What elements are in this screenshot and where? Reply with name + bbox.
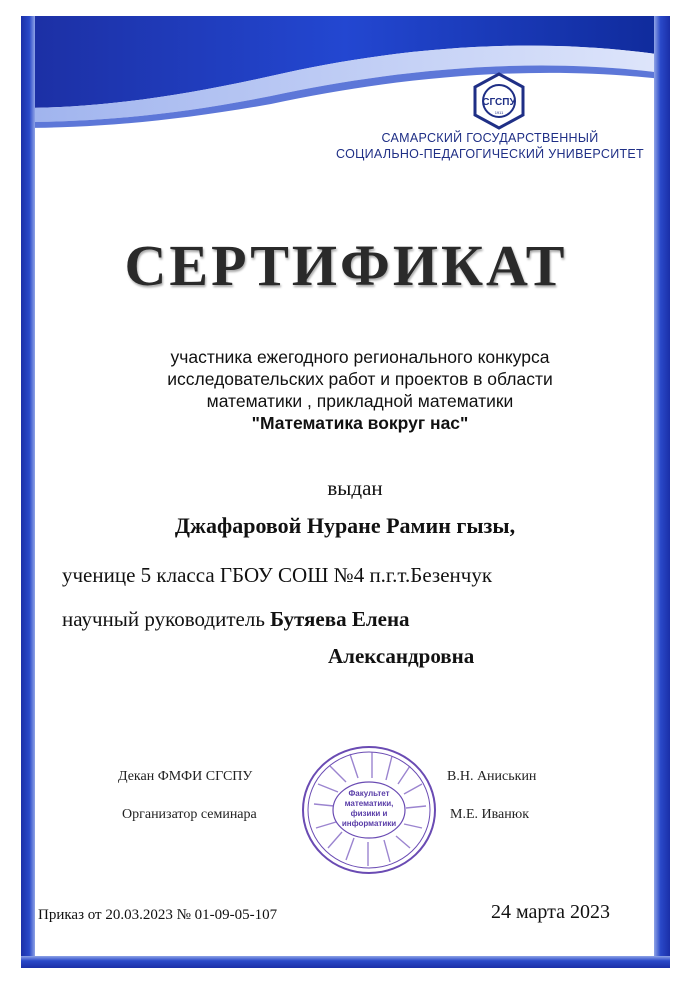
logo-abbrev: СГСПУ	[482, 97, 516, 108]
recipient-school: ученице 5 класса ГБОУ СОШ №4 п.г.т.Безенчук	[62, 563, 493, 587]
description-line1: участника ежегодного регионального конкурса	[170, 347, 550, 367]
organizer-name: М.Е. Иванюк	[450, 807, 530, 822]
logo-year: 1911	[494, 110, 504, 115]
dean-label: Декан ФМФИ СГСПУ	[118, 769, 253, 784]
contest-name: "Математика вокруг нас"	[251, 413, 469, 433]
supervisor-patronymic: Александровна	[328, 644, 475, 668]
seal-text-3: физики и	[350, 809, 388, 818]
description-line3: математики , прикладной математики	[206, 391, 514, 411]
university-name	[330, 130, 650, 162]
issue-date: 24 марта 2023	[491, 901, 610, 923]
university-logo	[470, 72, 528, 130]
order-number: Приказ от 20.03.2023 № 01-09-05-107	[38, 907, 278, 923]
supervisor-line	[62, 607, 410, 632]
seal-text-2: математики,	[344, 799, 394, 808]
certificate-description	[100, 346, 620, 434]
dean-name: В.Н. Аниськин	[447, 769, 537, 784]
description-line2: исследовательских работ и проектов в области	[167, 369, 553, 389]
faculty-seal	[300, 744, 438, 876]
university-name-line1: САМАРСКИЙ ГОСУДАРСТВЕННЫЙ	[381, 131, 599, 145]
certificate-title: СЕРТИФИКАТ	[124, 233, 568, 298]
supervisor-label: научный руководитель	[62, 607, 265, 631]
university-name-line2: СОЦИАЛЬНО-ПЕДАГОГИЧЕСКИЙ УНИВЕРСИТЕТ	[336, 147, 644, 161]
left-border-band	[21, 16, 35, 968]
bottom-border-band	[21, 956, 670, 968]
seal-text-4: информатики	[341, 819, 397, 828]
organizer-label: Организатор семинара	[122, 807, 257, 822]
right-border-band	[654, 16, 670, 968]
supervisor-name: Бутяева Елена	[270, 607, 410, 631]
recipient-name: Джафаровой Нуране Рамин гызы,	[174, 513, 516, 538]
issued-label: выдан	[327, 476, 383, 500]
seal-text-1: Факультет	[348, 789, 390, 798]
